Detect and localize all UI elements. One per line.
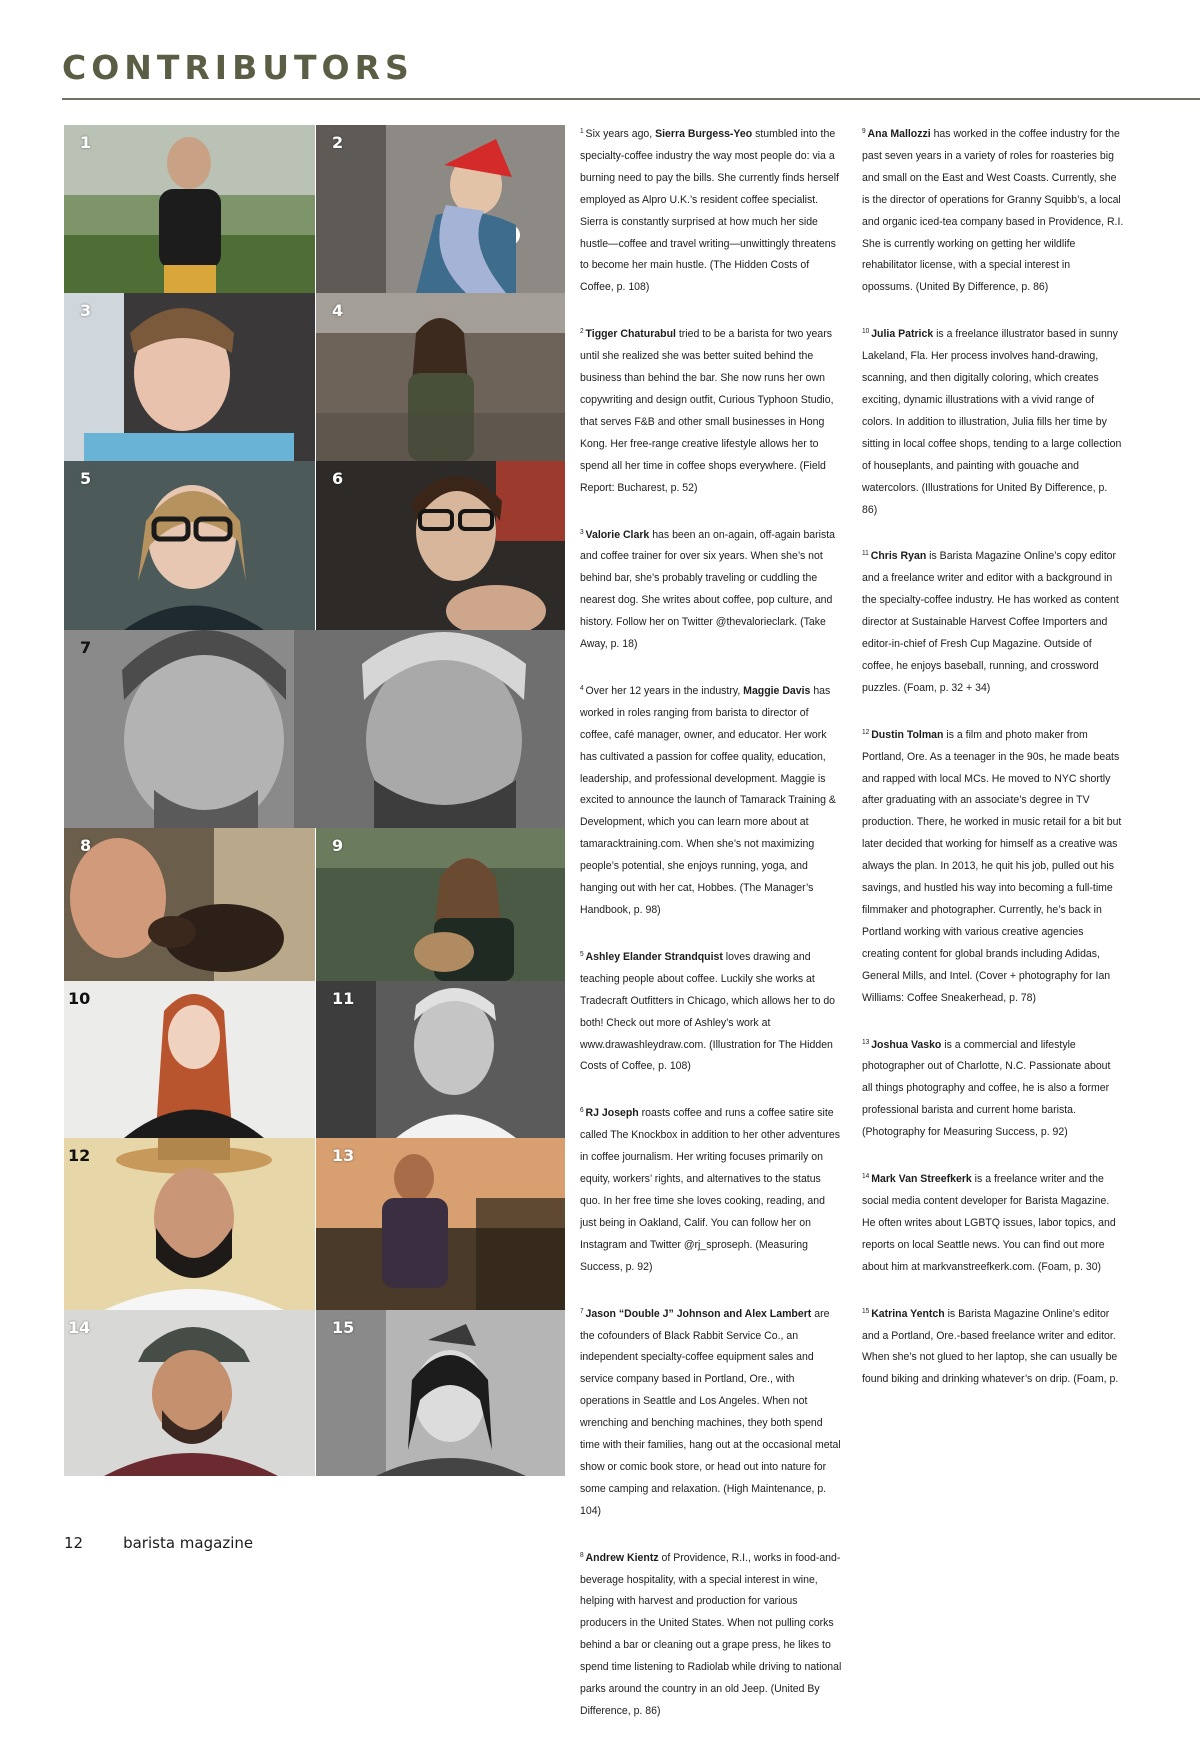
bio-3: $^3$ Valorie Clark has been an on-again, off-again barista and coffee trainer for over six years. When she’s not behind bar, she’s probably traveling or cuddling the nearest dog. She writes about coffee, pop culture, and history. Follow her on Twitter @thevalorieclark. (Take Away, p. 18) xyxy=(580,528,836,651)
contributor-name: RJ Joseph xyxy=(585,1107,639,1120)
photo-number: 2 xyxy=(332,133,344,152)
publication-name: barista magazine xyxy=(123,1534,254,1552)
bio-11: $^{11}$ Chris Ryan is Barista Magazine Online’s copy editor and a freelance writer and editor with a background in the specialty-coffee industry. He has worked as content director at Sustainable Harvest Coffee Importers and editor-in-chief of Fresh Cup Magazine. Outside of coffee, he enjoys baseball, running, and crossword puzzles. (Foam, p. 32 + 34) xyxy=(862,550,1119,694)
contributor-name: Dustin Tolman xyxy=(871,728,944,741)
contributor-photo-12 xyxy=(64,1138,315,1310)
photo-grid xyxy=(64,125,565,1476)
photo-image xyxy=(64,630,565,828)
photo-number: 9 xyxy=(332,836,344,855)
title-rule xyxy=(62,98,1200,100)
contributor-photo-10 xyxy=(64,981,315,1138)
photo-number: 7 xyxy=(80,638,92,657)
bio-8: $^8$ Andrew Kientz of Providence, R.I., works in food-and-beverage hospitality, with a special interest in wine, helping with harvest and production for various producers in the United States. When not pulling corks behind a bar or cleaning out a grape press, he likes to spend time listening to Radiolab while driving to national parks around the country in an old Jeep. (United By Difference, p. 86) xyxy=(580,1551,842,1717)
photo-image xyxy=(64,981,315,1138)
contributor-photo-14 xyxy=(64,1310,315,1476)
photo-image xyxy=(64,293,315,461)
photo-number: 10 xyxy=(68,989,91,1008)
photo-image xyxy=(64,1138,315,1310)
bio-1: $^1$ Six years ago, Sierra Burgess-Yeo stumbled into the specialty-coffee industry the way most people do: via a burning need to pay the bills. She currently finds herself employed as Alpro U.K.’s resident coffee specialist. Sierra is constantly surprised at how much her side hustle—coffee and travel writing—unwittingly threatens to become her main hustle. (The Hidden Costs of Coffee, p. 108) xyxy=(580,128,839,294)
contributor-photo-7 xyxy=(64,630,565,828)
photo-image xyxy=(316,828,565,981)
photo-number: 15 xyxy=(332,1318,355,1337)
photo-number: 6 xyxy=(332,469,344,488)
contributor-name: Chris Ryan xyxy=(870,550,927,563)
contributor-name: Ashley Elander Strandquist xyxy=(585,950,723,963)
bio-column-right xyxy=(862,121,1123,1413)
bio-10: $^{10}$ Julia Patrick is a freelance illustrator based in sunny Lakeland, Fla. Her process involves hand-drawing, scanning, and then digitally coloring, which creates exciting, dynamic illustrations with a vivid range of colors. In addition to illustration, Julia fills her time by sitting in local coffee shops, tending to a large collection of houseplants, and painting with gouache and watercolors. (Illustrations for United By Difference, p. 86) xyxy=(862,328,1122,516)
contributor-name: Julia Patrick xyxy=(871,328,934,341)
contributor-name: Ana Mallozzi xyxy=(867,128,931,140)
photo-image xyxy=(64,1310,315,1476)
page-title: CONTRIBUTORS xyxy=(62,48,414,87)
photo-image xyxy=(316,125,565,293)
photo-number: 5 xyxy=(80,469,92,488)
contributor-name: Tigger Chaturabul xyxy=(585,328,676,341)
photo-image xyxy=(316,293,565,461)
page-footer xyxy=(64,1534,253,1552)
photo-image xyxy=(316,461,565,630)
photo-image xyxy=(64,828,315,981)
contributor-photo-5 xyxy=(64,461,315,630)
contributor-photo-1 xyxy=(64,125,315,293)
bio-13: $^{13}$ Joshua Vasko is a commercial and lifestyle photographer out of Charlotte, N.C. Passionate about all things photography and coffee, he is also a former professional barista and current home barista. (Photography for Measuring Success, p. 92) xyxy=(862,1038,1111,1139)
contributor-name: Valorie Clark xyxy=(585,528,650,541)
photo-number: 12 xyxy=(68,1146,91,1165)
contributor-name: Sierra Burgess-Yeo xyxy=(655,128,753,140)
bio-5: $^5$ Ashley Elander Strandquist loves drawing and teaching people about coffee. Luckily she works at Tradecraft Outfitters in Chicago, which allows her to do both! Check out more of Ashley’s work at www.drawashleydraw.com. (Illustration for The Hidden Costs of Coffee, p. 108) xyxy=(580,950,836,1073)
bio-14: $^{14}$ Mark Van Streefkerk is a freelance writer and the social media content developer for Barista Magazine. He often writes about LGBTQ issues, labor topics, and reports on local Seattle news. You can find out more about him at markvanstreefkerk.com. (Foam, p. 30) xyxy=(862,1173,1116,1273)
contributor-name: Mark Van Streefkerk xyxy=(871,1173,972,1186)
photo-number: 13 xyxy=(332,1146,355,1165)
photo-number: 8 xyxy=(80,836,92,855)
photo-number: 1 xyxy=(80,133,92,152)
bio-2: $^2$ Tigger Chaturabul tried to be a barista for two years until she realized she was better suited behind the business than behind the bar. She now runs her own copywriting and design outfit, Curious Typhoon Studio, that serves F&B and other small businesses in Hong Kong. Her free-range creative lifestyle allows her to spend all her time in coffee shops everywhere. (Field Report: Bucharest, p. 52) xyxy=(580,328,834,494)
bio-4: $^4$ Over her 12 years in the industry, Maggie Davis has worked in roles ranging from barista to director of coffee, café manager, owner, and educator. Her work has cultivated a passion for coffee quality, education, leadership, and professional development. Maggie is excited to announce the launch of Tamarack Training & Development, which you can learn more about at tamaracktraining.com. When she’s not maximizing people’s potential, she enjoys running, yoga, and hanging out with her cat, Hobbes. (The Manager’s Handbook, p. 98) xyxy=(580,684,836,916)
bio-7: $^7$ Jason “Double J” Johnson and Alex Lambert are the cofounders of Black Rabbit Service Co., an independent specialty-coffee equipment sales and service company based in Portland, Ore., with operations in Seattle and Los Angeles. When not wrenching and benching machines, they both spend time with their families, hang out at the occasional metal show or comic book store, or head out into nature for some camping and relaxation. (High Maintenance, p. 104) xyxy=(580,1307,841,1517)
contributor-name: Andrew Kientz xyxy=(585,1551,659,1564)
page-number: 12 xyxy=(64,1534,84,1552)
contributor-photo-3 xyxy=(64,293,315,461)
bio-6: $^6$ RJ Joseph roasts coffee and runs a coffee satire site called The Knockbox in addition to her other adventures in coffee journalism. Her writing focuses primarily on equity, workers’ rights, and alternatives to the status quo. In her free time she loves cooking, reading, and just being in Oakland, Calif. You can follow her on Instagram and Twitter @rj_sproseph. (Measuring Success, p. 92) xyxy=(580,1107,840,1273)
photo-number: 3 xyxy=(80,301,92,320)
photo-image xyxy=(64,125,315,293)
bio-15: $^{15}$ Katrina Yentch is Barista Magazine Online’s editor and a Portland, Ore.-based freelance writer and editor. When she’s not glued to her laptop, she can usually be found biking and drinking whatever’s on drip. (Foam, p. xyxy=(862,1307,1119,1386)
contributor-photo-11 xyxy=(316,981,565,1138)
contributor-name: Maggie Davis xyxy=(743,684,811,697)
contributor-name: Jason “Double J” Johnson and Alex Lambert xyxy=(585,1307,812,1320)
photo-image xyxy=(64,461,315,630)
contributor-photo-9 xyxy=(316,828,565,981)
photo-number: 4 xyxy=(332,301,344,320)
bio-12: $^{12}$ Dustin Tolman is a film and photo maker from Portland, Ore. As a teenager in the 90s, he made beats and rapped with local MCs. He moved to NYC shortly after graduating with an associate’s degree in TV production. There, he worked in music retail for a bit but later decided that working for himself as a creative was always the plan. In 2013, he quit his job, pulled out his savings, and hustled his way into becoming a full-time filmmaker and photographer. Currently, he’s back in Portland working with various creative agencies creating content for global brands including Adidas, General Mills, and Intel. (Cover + photography for Ian Williams: Coffee Sneakerhead, p. 78) xyxy=(862,728,1122,1004)
photo-number: 11 xyxy=(332,989,355,1008)
bio-9: $^9$ Ana Mallozzi has worked in the coffee industry for the past seven years in a variety of roles for roasteries big and small on the East and West Coasts. Currently, she is the director of operations for Granny Squibb’s, a local and organic iced-tea company based in Providence, R.I. She is currently working on getting her wildlife rehabilitator license, with a special interest in opossums. (United By Difference, p. 86) xyxy=(862,128,1124,294)
contributor-name: Joshua Vasko xyxy=(871,1038,942,1051)
contributor-photo-4 xyxy=(316,293,565,461)
contributor-photo-8 xyxy=(64,828,315,981)
contributor-photo-15 xyxy=(316,1310,565,1476)
photo-number: 14 xyxy=(68,1318,91,1337)
contributor-photo-13 xyxy=(316,1138,565,1310)
bio-column-left xyxy=(580,121,841,1745)
contributor-name: Katrina Yentch xyxy=(871,1307,945,1320)
contributor-photo-6 xyxy=(316,461,565,630)
contributor-photo-2 xyxy=(316,125,565,293)
